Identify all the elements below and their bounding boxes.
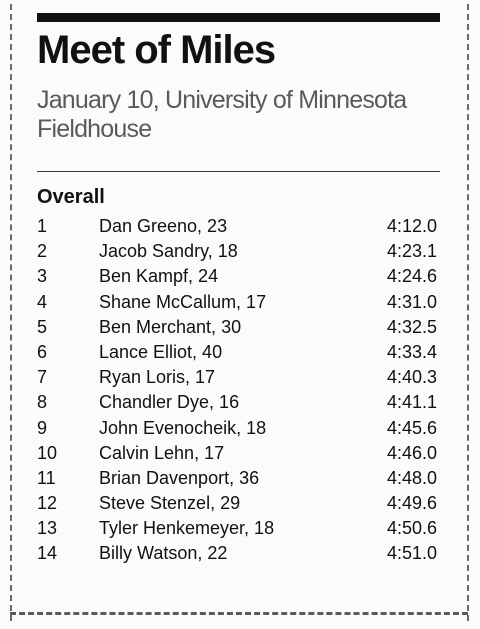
- result-row: [37, 290, 440, 315]
- finish-time: 4:33.4: [386, 341, 437, 362]
- left-cut-line: [10, 4, 12, 621]
- runner-name-age: Shane McCallum, 17: [99, 291, 267, 312]
- runner-name-age: Lance Elliot, 40: [99, 341, 223, 362]
- runner-name-age: Tyler Henkemeyer, 18: [99, 518, 275, 539]
- finish-time: 4:48.0: [386, 467, 437, 488]
- place-number: 12: [37, 493, 58, 514]
- runner-name-age: Chandler Dye, 16: [99, 392, 240, 413]
- finish-time: 4:49.6: [386, 493, 437, 514]
- place-number: 2: [37, 241, 48, 262]
- finish-time: 4:46.0: [386, 442, 437, 463]
- result-row: [37, 214, 440, 239]
- result-row: [37, 390, 440, 415]
- place-number: 5: [37, 316, 48, 337]
- place-number: 1: [37, 216, 48, 236]
- bottom-cut-line: [10, 612, 468, 615]
- finish-time: 4:51.0: [386, 543, 437, 564]
- result-row: [37, 340, 440, 365]
- result-row: [37, 541, 440, 566]
- runner-name-age: Dan Greeno, 23: [99, 216, 228, 236]
- finish-time: 4:40.3: [386, 367, 437, 388]
- result-row: [37, 491, 440, 516]
- finish-time: 4:23.1: [386, 241, 437, 262]
- finish-time: 4:24.6: [386, 266, 437, 287]
- runner-name-age: Calvin Lehn, 17: [99, 442, 225, 463]
- runner-name-age: John Evenocheik, 18: [99, 417, 267, 438]
- runner-name-age: Ben Merchant, 30: [99, 316, 242, 337]
- place-number: 9: [37, 417, 48, 438]
- result-row: [37, 466, 440, 491]
- result-row: [37, 365, 440, 390]
- result-row: [37, 239, 440, 264]
- place-number: 6: [37, 341, 48, 362]
- place-number: 13: [37, 518, 58, 539]
- section-divider: [37, 171, 440, 172]
- place-number: 7: [37, 367, 48, 388]
- result-row: [37, 441, 440, 466]
- result-row: [37, 516, 440, 541]
- result-row: [37, 416, 440, 441]
- runner-name-age: Billy Watson, 22: [99, 543, 228, 564]
- finish-time: 4:12.0: [386, 216, 437, 236]
- place-number: 14: [37, 543, 58, 564]
- right-cut-line: [467, 4, 469, 621]
- place-number: 11: [37, 467, 56, 488]
- finish-time: 4:32.5: [386, 316, 437, 337]
- top-rule: [37, 13, 440, 22]
- runner-name-age: Jacob Sandry, 18: [99, 241, 238, 262]
- finish-time: 4:31.0: [386, 291, 437, 312]
- finish-time: 4:45.6: [386, 417, 437, 438]
- runner-name-age: Steve Stenzel, 29: [99, 493, 241, 514]
- place-number: 8: [37, 392, 48, 413]
- runner-name-age: Ben Kampf, 24: [99, 266, 219, 287]
- results-list: [37, 214, 440, 567]
- event-subtitle: January 10, University of Minnesota Fieldhouse: [37, 86, 407, 143]
- place-number: 4: [37, 291, 48, 312]
- place-number: 3: [37, 266, 48, 287]
- section-heading: Overall: [37, 186, 105, 208]
- place-number: 10: [37, 442, 58, 463]
- runner-name-age: Brian Davenport, 36: [99, 467, 260, 488]
- runner-name-age: Ryan Loris, 17: [99, 367, 216, 388]
- result-row: [37, 315, 440, 340]
- page-title: Meet of Miles: [37, 28, 276, 72]
- finish-time: 4:50.6: [386, 518, 437, 539]
- result-row: [37, 264, 440, 289]
- finish-time: 4:41.1: [386, 392, 437, 413]
